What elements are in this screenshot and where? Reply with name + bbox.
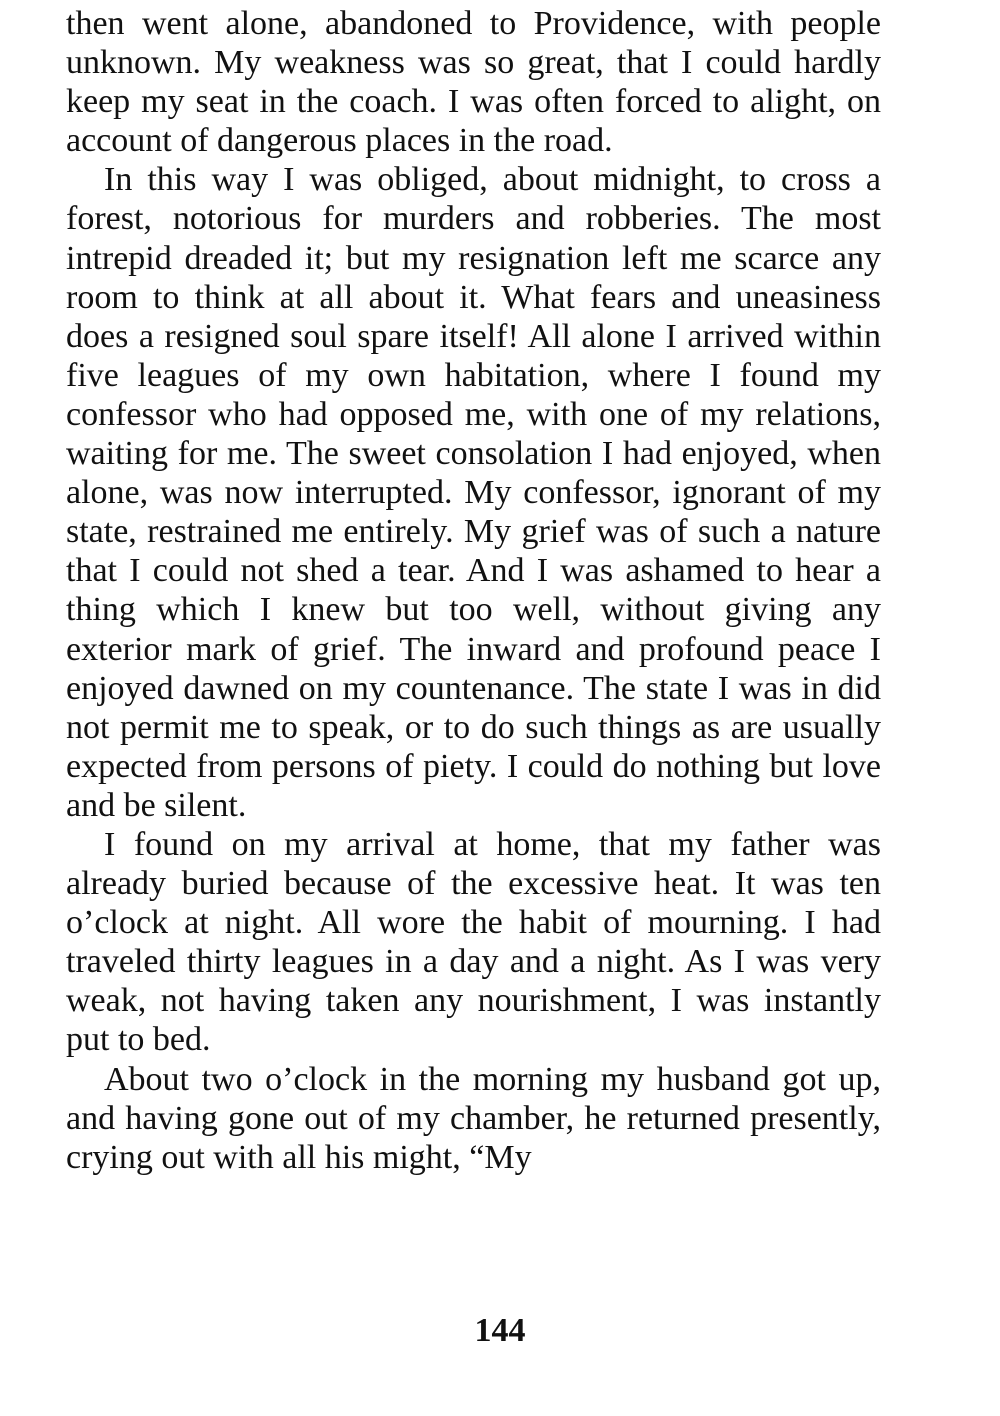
paragraph-2: In this way I was obliged, about midnight, to cross a forest, notorious for murders and robberies. The most intrepid dreaded it; but my resignation left me scarce any room to think at all about it. What fears and uneasiness does a resigned soul spare itself! All alone I arrived within five leagues of my own habitation, where I found my confessor who had opposed me, with one of my relations, waiting for me. The sweet consolation I had enjoyed, when alone, was now interrupted. My confessor, ignorant of my state, restrained me entirely. My grief was of such a nature that I could not shed a tear. And I was ashamed to hear a thing which I knew but too well, without giving any exterior mark of grief. The inward and profound peace I enjoyed dawned on my countenance. The state I was in did not permit me to speak, or to do such things as are usually expected from persons of piety. I could do nothing but love and be silent.: [66, 161, 881, 824]
page-number: 144: [474, 1312, 526, 1349]
page-body: [66, 4, 881, 1177]
paragraph-4: About two o’clock in the morning my husband got up, and having gone out of my chamber, he returned presently, crying out with all his might, “My: [66, 1060, 881, 1176]
paragraph-1: then went alone, abandoned to Providence, with people unknown. My weakness was so great, that I could hardly keep my seat in the coach. I was often forced to alight, on account of dangerous places in the road.: [66, 5, 881, 160]
paragraph-3: I found on my arrival at home, that my father was already buried because of the excessive heat. It was ten o’clock at night. All wore the habit of mourning. I had traveled thirty leagues in a day and a night. As I was very weak, not having taken any nourishment, I was instantly put to bed.: [66, 825, 881, 1059]
